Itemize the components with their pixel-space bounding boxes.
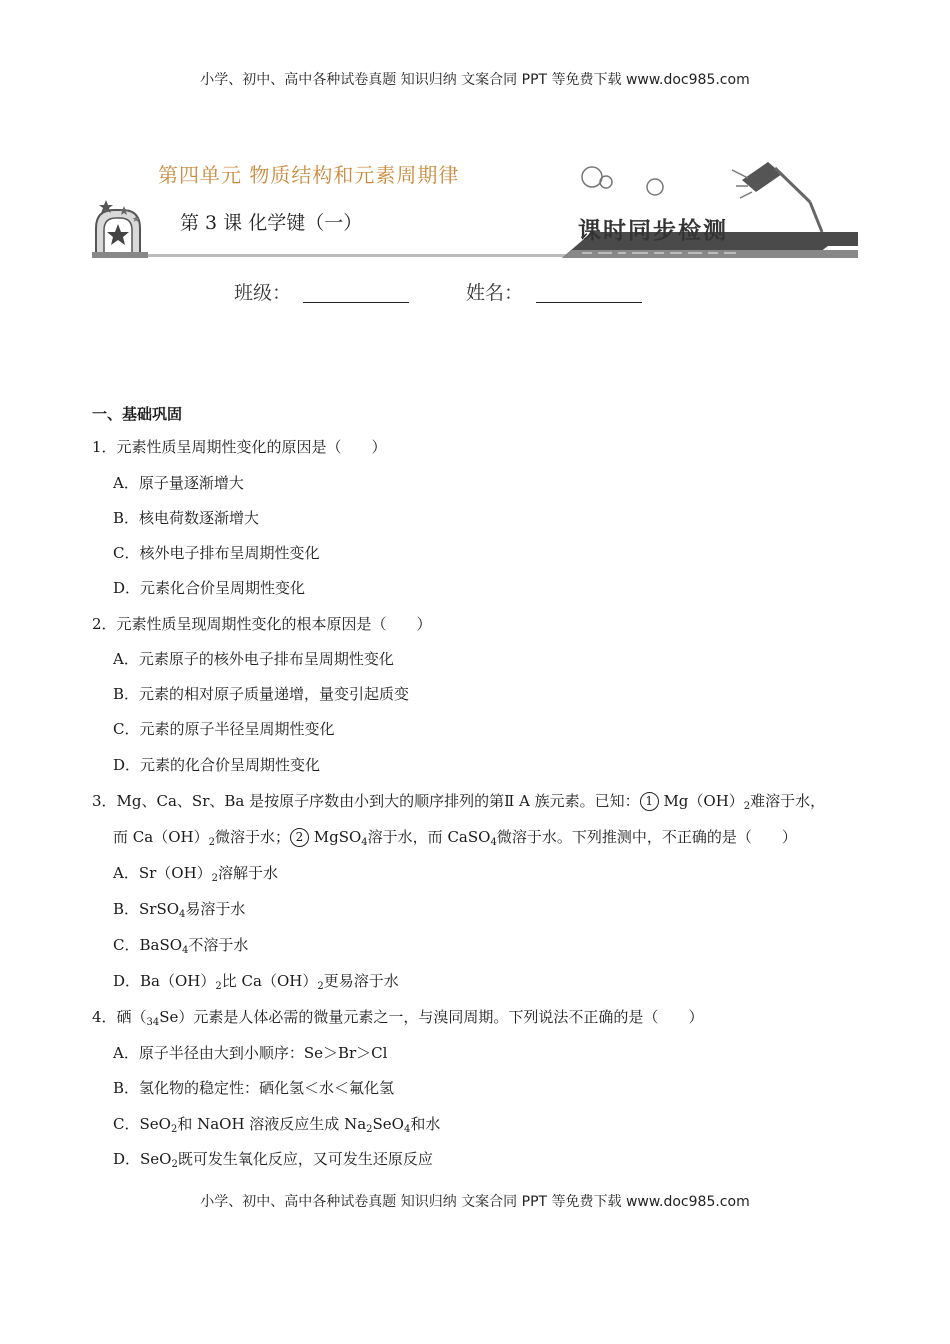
question-2-option-d: D．元素的化合价呈周期性变化 bbox=[113, 756, 321, 774]
name-blank[interactable] bbox=[536, 302, 642, 303]
desk-lamp-icon bbox=[732, 162, 822, 232]
question-2-option-a: A．元素原子的核外电子排布呈周期性变化 bbox=[113, 650, 394, 668]
question-3-option-a: A．$Sr(OH)_2$溶解于水 bbox=[113, 864, 279, 884]
question-2-option-b: B．元素的相对原子质量递增，量变引起质变 bbox=[113, 685, 410, 703]
question-1-stem: 1．元素性质呈周期性变化的原因是（ ） bbox=[92, 438, 387, 456]
question-4-option-b: B．氢化物的稳定性：硒化氢＜水＜氟化氢 bbox=[113, 1079, 395, 1097]
question-4-option-a: A．原子半径由大到小顺序：Se＞Br＞Cl bbox=[113, 1044, 388, 1062]
circled-number-1: 1 bbox=[640, 792, 659, 811]
question-1-option-b: B．核电荷数逐渐增大 bbox=[113, 509, 260, 527]
question-1-option-a: A．原子量逐渐增大 bbox=[113, 474, 244, 492]
badge-text: 课时同步检测 bbox=[578, 218, 728, 244]
page-header: 小学、初中、高中各种试卷真题 知识归纳 文案合同 PPT 等免费下载 www.doc985.com bbox=[200, 72, 750, 88]
lesson-banner bbox=[92, 140, 858, 262]
unit-title: 第四单元 物质结构和元素周期律 bbox=[158, 163, 460, 187]
question-2-stem: 2．元素性质呈现周期性变化的根本原因是（ ） bbox=[92, 615, 432, 633]
student-info-row bbox=[0, 276, 950, 306]
star-emblem-icon bbox=[92, 200, 148, 258]
question-3-option-b: B．SrSO$_4$易溶于水 bbox=[113, 900, 246, 920]
section-title: 一、基础巩固 bbox=[92, 405, 183, 423]
circled-number-2: 2 bbox=[290, 828, 309, 847]
question-1-option-d: D．元素化合价呈周期性变化 bbox=[113, 579, 306, 597]
page-footer: 小学、初中、高中各种试卷真题 知识归纳 文案合同 PPT 等免费下载 www.doc985.com bbox=[200, 1194, 750, 1210]
question-4-option-d: D．SeO$_2$既可发生氧化反应，又可发生还原反应 bbox=[113, 1150, 433, 1170]
class-blank[interactable] bbox=[303, 302, 409, 303]
question-2-option-c: C．元素的原子半径呈周期性变化 bbox=[113, 720, 335, 738]
question-3-option-d: D．$Ba(OH)_2$比 $Ca(OH)_2$更易溶于水 bbox=[113, 972, 399, 992]
lesson-title: 第 3 课 化学键（一） bbox=[180, 212, 363, 234]
question-3-stem-line2: 而 $Ca(OH)_2$微溶于水； 2 MgSO$_4$溶于水，而 CaSO$_4$微溶于水。下列推测中，不正确的是（ ） bbox=[113, 828, 797, 848]
question-3-option-c: C．BaSO$_4$不溶于水 bbox=[113, 936, 249, 956]
question-1-option-c: C．核外电子排布呈周期性变化 bbox=[113, 544, 320, 562]
question-4-option-c: C．SeO$_2$和 NaOH 溶液反应生成 $Na_2SeO_4$和水 bbox=[113, 1115, 441, 1135]
name-label: 姓名： bbox=[466, 282, 524, 304]
class-label: 班级： bbox=[234, 282, 292, 304]
question-3-stem-line1: 3．Mg、Ca、Sr、Ba 是按原子序数由小到大的顺序排列的第Ⅱ A 族元素。已知： 1 $Mg(OH)_2$难溶于水， bbox=[92, 792, 826, 812]
question-4-stem: 4．硒$(_{34}Se)$元素是人体必需的微量元素之一，与溴同周期。下列说法不正确的是（ ） bbox=[92, 1008, 704, 1028]
